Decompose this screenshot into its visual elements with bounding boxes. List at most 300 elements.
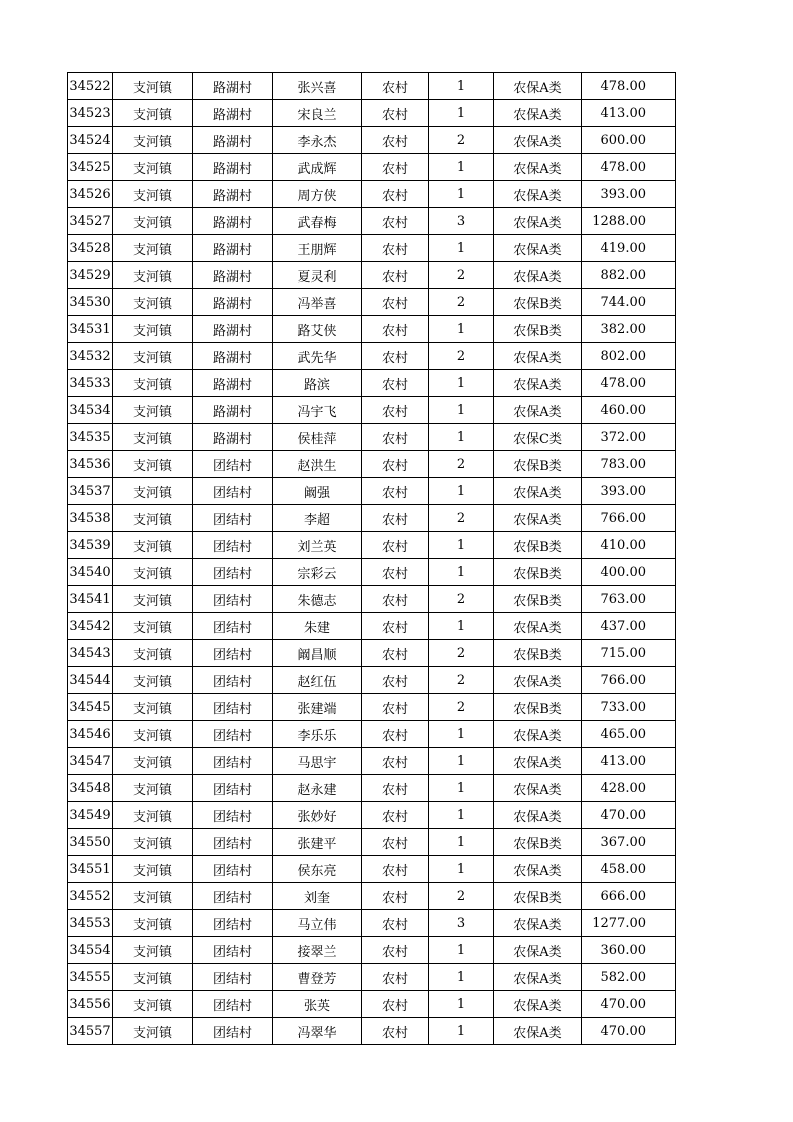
cell-amount: 372.00 <box>582 424 676 451</box>
cell-amount: 733.00 <box>582 694 676 721</box>
cell-insurance-category: 农保A类 <box>494 370 582 397</box>
cell-name: 李永杰 <box>273 127 362 154</box>
cell-name: 张妙好 <box>273 802 362 829</box>
cell-insurance-category: 农保A类 <box>494 910 582 937</box>
cell-town: 支河镇 <box>113 451 193 478</box>
cell-village: 团结村 <box>193 478 273 505</box>
cell-area-type: 农村 <box>362 478 429 505</box>
cell-record-id: 34544 <box>68 667 113 694</box>
cell-name: 周方侠 <box>273 181 362 208</box>
cell-town: 支河镇 <box>113 910 193 937</box>
cell-insurance-category: 农保A类 <box>494 235 582 262</box>
cell-village: 路湖村 <box>193 262 273 289</box>
cell-name: 武成辉 <box>273 154 362 181</box>
cell-insurance-category: 农保A类 <box>494 937 582 964</box>
cell-household-count: 2 <box>429 694 494 721</box>
cell-household-count: 2 <box>429 883 494 910</box>
cell-area-type: 农村 <box>362 1018 429 1045</box>
cell-insurance-category: 农保C类 <box>494 424 582 451</box>
cell-name: 朱德志 <box>273 586 362 613</box>
table-row <box>68 478 676 505</box>
cell-household-count: 1 <box>429 559 494 586</box>
cell-amount: 393.00 <box>582 181 676 208</box>
cell-amount: 478.00 <box>582 370 676 397</box>
table-row <box>68 262 676 289</box>
cell-town: 支河镇 <box>113 208 193 235</box>
cell-insurance-category: 农保A类 <box>494 505 582 532</box>
cell-record-id: 34550 <box>68 829 113 856</box>
cell-amount: 666.00 <box>582 883 676 910</box>
table-row <box>68 397 676 424</box>
cell-household-count: 1 <box>429 100 494 127</box>
cell-amount: 413.00 <box>582 748 676 775</box>
cell-village: 团结村 <box>193 694 273 721</box>
cell-household-count: 1 <box>429 397 494 424</box>
cell-village: 团结村 <box>193 586 273 613</box>
table-row <box>68 910 676 937</box>
cell-insurance-category: 农保A类 <box>494 208 582 235</box>
table-row <box>68 532 676 559</box>
cell-village: 团结村 <box>193 532 273 559</box>
cell-town: 支河镇 <box>113 829 193 856</box>
table-row <box>68 829 676 856</box>
cell-household-count: 2 <box>429 451 494 478</box>
cell-amount: 470.00 <box>582 991 676 1018</box>
table-row <box>68 289 676 316</box>
cell-amount: 783.00 <box>582 451 676 478</box>
cell-record-id: 34546 <box>68 721 113 748</box>
cell-town: 支河镇 <box>113 559 193 586</box>
cell-area-type: 农村 <box>362 127 429 154</box>
cell-record-id: 34555 <box>68 964 113 991</box>
cell-name: 夏灵利 <box>273 262 362 289</box>
cell-household-count: 1 <box>429 370 494 397</box>
table-row <box>68 856 676 883</box>
cell-name: 赵永建 <box>273 775 362 802</box>
cell-household-count: 3 <box>429 910 494 937</box>
cell-amount: 413.00 <box>582 100 676 127</box>
cell-name: 路艾侠 <box>273 316 362 343</box>
cell-household-count: 1 <box>429 937 494 964</box>
cell-area-type: 农村 <box>362 451 429 478</box>
cell-household-count: 1 <box>429 181 494 208</box>
cell-town: 支河镇 <box>113 964 193 991</box>
cell-town: 支河镇 <box>113 613 193 640</box>
cell-village: 路湖村 <box>193 424 273 451</box>
cell-village: 路湖村 <box>193 235 273 262</box>
cell-amount: 766.00 <box>582 505 676 532</box>
cell-amount: 1277.00 <box>582 910 676 937</box>
cell-household-count: 2 <box>429 262 494 289</box>
cell-town: 支河镇 <box>113 1018 193 1045</box>
table-row <box>68 883 676 910</box>
cell-insurance-category: 农保A类 <box>494 397 582 424</box>
cell-household-count: 1 <box>429 802 494 829</box>
cell-amount: 715.00 <box>582 640 676 667</box>
cell-name: 武春梅 <box>273 208 362 235</box>
cell-village: 路湖村 <box>193 100 273 127</box>
table-row <box>68 667 676 694</box>
cell-record-id: 34523 <box>68 100 113 127</box>
cell-village: 团结村 <box>193 829 273 856</box>
cell-name: 宋良兰 <box>273 100 362 127</box>
cell-record-id: 34543 <box>68 640 113 667</box>
table-row <box>68 721 676 748</box>
cell-area-type: 农村 <box>362 721 429 748</box>
cell-name: 宗彩云 <box>273 559 362 586</box>
table-row <box>68 694 676 721</box>
cell-record-id: 34537 <box>68 478 113 505</box>
cell-amount: 393.00 <box>582 478 676 505</box>
cell-area-type: 农村 <box>362 181 429 208</box>
cell-village: 路湖村 <box>193 154 273 181</box>
cell-town: 支河镇 <box>113 343 193 370</box>
cell-name: 刘奎 <box>273 883 362 910</box>
cell-amount: 470.00 <box>582 802 676 829</box>
cell-village: 团结村 <box>193 910 273 937</box>
cell-record-id: 34533 <box>68 370 113 397</box>
cell-insurance-category: 农保A类 <box>494 721 582 748</box>
cell-amount: 763.00 <box>582 586 676 613</box>
cell-record-id: 34535 <box>68 424 113 451</box>
cell-insurance-category: 农保A类 <box>494 775 582 802</box>
cell-name: 侯东亮 <box>273 856 362 883</box>
cell-record-id: 34527 <box>68 208 113 235</box>
cell-insurance-category: 农保A类 <box>494 802 582 829</box>
cell-insurance-category: 农保A类 <box>494 964 582 991</box>
cell-name: 刘兰英 <box>273 532 362 559</box>
cell-record-id: 34530 <box>68 289 113 316</box>
cell-village: 路湖村 <box>193 127 273 154</box>
cell-household-count: 2 <box>429 505 494 532</box>
table-row <box>68 586 676 613</box>
cell-name: 赵红伍 <box>273 667 362 694</box>
cell-town: 支河镇 <box>113 397 193 424</box>
cell-insurance-category: 农保B类 <box>494 586 582 613</box>
cell-record-id: 34554 <box>68 937 113 964</box>
cell-household-count: 2 <box>429 289 494 316</box>
cell-insurance-category: 农保B类 <box>494 289 582 316</box>
cell-area-type: 农村 <box>362 559 429 586</box>
cell-area-type: 农村 <box>362 640 429 667</box>
cell-name: 阚昌顺 <box>273 640 362 667</box>
cell-town: 支河镇 <box>113 181 193 208</box>
cell-area-type: 农村 <box>362 937 429 964</box>
cell-name: 马思宇 <box>273 748 362 775</box>
cell-record-id: 34522 <box>68 73 113 100</box>
cell-household-count: 1 <box>429 856 494 883</box>
cell-name: 曹登芳 <box>273 964 362 991</box>
cell-village: 团结村 <box>193 964 273 991</box>
cell-household-count: 1 <box>429 721 494 748</box>
cell-amount: 478.00 <box>582 154 676 181</box>
cell-household-count: 1 <box>429 235 494 262</box>
cell-amount: 400.00 <box>582 559 676 586</box>
cell-record-id: 34553 <box>68 910 113 937</box>
cell-town: 支河镇 <box>113 505 193 532</box>
cell-amount: 882.00 <box>582 262 676 289</box>
cell-record-id: 34525 <box>68 154 113 181</box>
cell-town: 支河镇 <box>113 262 193 289</box>
cell-town: 支河镇 <box>113 667 193 694</box>
cell-record-id: 34551 <box>68 856 113 883</box>
cell-insurance-category: 农保A类 <box>494 613 582 640</box>
cell-area-type: 农村 <box>362 424 429 451</box>
cell-town: 支河镇 <box>113 883 193 910</box>
cell-insurance-category: 农保A类 <box>494 991 582 1018</box>
cell-amount: 367.00 <box>582 829 676 856</box>
cell-town: 支河镇 <box>113 424 193 451</box>
cell-insurance-category: 农保A类 <box>494 100 582 127</box>
cell-name: 侯桂萍 <box>273 424 362 451</box>
cell-area-type: 农村 <box>362 748 429 775</box>
cell-amount: 1288.00 <box>582 208 676 235</box>
cell-area-type: 农村 <box>362 100 429 127</box>
cell-insurance-category: 农保A类 <box>494 748 582 775</box>
cell-record-id: 34528 <box>68 235 113 262</box>
cell-household-count: 1 <box>429 73 494 100</box>
cell-town: 支河镇 <box>113 937 193 964</box>
cell-insurance-category: 农保B类 <box>494 640 582 667</box>
cell-amount: 802.00 <box>582 343 676 370</box>
cell-village: 团结村 <box>193 856 273 883</box>
cell-name: 接翠兰 <box>273 937 362 964</box>
cell-name: 冯宇飞 <box>273 397 362 424</box>
cell-area-type: 农村 <box>362 316 429 343</box>
cell-town: 支河镇 <box>113 289 193 316</box>
cell-amount: 419.00 <box>582 235 676 262</box>
cell-record-id: 34524 <box>68 127 113 154</box>
cell-village: 团结村 <box>193 505 273 532</box>
cell-amount: 582.00 <box>582 964 676 991</box>
cell-village: 路湖村 <box>193 289 273 316</box>
table-row <box>68 748 676 775</box>
cell-insurance-category: 农保B类 <box>494 316 582 343</box>
cell-amount: 460.00 <box>582 397 676 424</box>
cell-village: 团结村 <box>193 775 273 802</box>
cell-area-type: 农村 <box>362 694 429 721</box>
table-row <box>68 154 676 181</box>
cell-area-type: 农村 <box>362 397 429 424</box>
cell-record-id: 34532 <box>68 343 113 370</box>
cell-insurance-category: 农保B类 <box>494 829 582 856</box>
cell-household-count: 1 <box>429 316 494 343</box>
cell-household-count: 2 <box>429 127 494 154</box>
cell-area-type: 农村 <box>362 991 429 1018</box>
cell-village: 路湖村 <box>193 208 273 235</box>
cell-record-id: 34539 <box>68 532 113 559</box>
table-row <box>68 613 676 640</box>
cell-village: 路湖村 <box>193 370 273 397</box>
cell-village: 路湖村 <box>193 73 273 100</box>
table-row <box>68 343 676 370</box>
cell-area-type: 农村 <box>362 505 429 532</box>
cell-record-id: 34552 <box>68 883 113 910</box>
cell-town: 支河镇 <box>113 532 193 559</box>
cell-town: 支河镇 <box>113 694 193 721</box>
cell-amount: 382.00 <box>582 316 676 343</box>
cell-name: 张建端 <box>273 694 362 721</box>
cell-name: 朱建 <box>273 613 362 640</box>
cell-record-id: 34557 <box>68 1018 113 1045</box>
cell-household-count: 1 <box>429 748 494 775</box>
cell-village: 团结村 <box>193 667 273 694</box>
cell-amount: 428.00 <box>582 775 676 802</box>
cell-insurance-category: 农保A类 <box>494 478 582 505</box>
table-row <box>68 181 676 208</box>
cell-town: 支河镇 <box>113 316 193 343</box>
cell-record-id: 34556 <box>68 991 113 1018</box>
cell-insurance-category: 农保A类 <box>494 343 582 370</box>
cell-area-type: 农村 <box>362 289 429 316</box>
cell-village: 团结村 <box>193 883 273 910</box>
cell-area-type: 农村 <box>362 532 429 559</box>
cell-record-id: 34534 <box>68 397 113 424</box>
cell-village: 团结村 <box>193 937 273 964</box>
cell-name: 李乐乐 <box>273 721 362 748</box>
table-row <box>68 937 676 964</box>
cell-area-type: 农村 <box>362 208 429 235</box>
cell-household-count: 1 <box>429 532 494 559</box>
cell-village: 团结村 <box>193 613 273 640</box>
cell-area-type: 农村 <box>362 910 429 937</box>
cell-amount: 360.00 <box>582 937 676 964</box>
cell-village: 路湖村 <box>193 181 273 208</box>
cell-insurance-category: 农保B类 <box>494 883 582 910</box>
cell-household-count: 1 <box>429 478 494 505</box>
cell-town: 支河镇 <box>113 235 193 262</box>
cell-record-id: 34547 <box>68 748 113 775</box>
cell-village: 团结村 <box>193 802 273 829</box>
cell-insurance-category: 农保B类 <box>494 532 582 559</box>
cell-town: 支河镇 <box>113 478 193 505</box>
cell-insurance-category: 农保A类 <box>494 1018 582 1045</box>
cell-area-type: 农村 <box>362 964 429 991</box>
cell-village: 团结村 <box>193 451 273 478</box>
cell-insurance-category: 农保A类 <box>494 73 582 100</box>
cell-area-type: 农村 <box>362 343 429 370</box>
cell-insurance-category: 农保B类 <box>494 559 582 586</box>
cell-name: 阚强 <box>273 478 362 505</box>
cell-insurance-category: 农保A类 <box>494 127 582 154</box>
cell-name: 冯举喜 <box>273 289 362 316</box>
cell-record-id: 34542 <box>68 613 113 640</box>
cell-household-count: 2 <box>429 640 494 667</box>
cell-town: 支河镇 <box>113 856 193 883</box>
table-row <box>68 208 676 235</box>
cell-record-id: 34548 <box>68 775 113 802</box>
cell-area-type: 农村 <box>362 235 429 262</box>
cell-village: 团结村 <box>193 748 273 775</box>
cell-village: 团结村 <box>193 640 273 667</box>
cell-record-id: 34529 <box>68 262 113 289</box>
cell-town: 支河镇 <box>113 127 193 154</box>
cell-area-type: 农村 <box>362 73 429 100</box>
table-row <box>68 424 676 451</box>
cell-village: 团结村 <box>193 559 273 586</box>
table-row <box>68 235 676 262</box>
cell-name: 路滨 <box>273 370 362 397</box>
cell-household-count: 3 <box>429 208 494 235</box>
cell-village: 路湖村 <box>193 343 273 370</box>
cell-household-count: 2 <box>429 343 494 370</box>
cell-area-type: 农村 <box>362 802 429 829</box>
cell-town: 支河镇 <box>113 100 193 127</box>
table-row <box>68 559 676 586</box>
table-row <box>68 73 676 100</box>
cell-insurance-category: 农保A类 <box>494 154 582 181</box>
cell-record-id: 34526 <box>68 181 113 208</box>
cell-household-count: 1 <box>429 154 494 181</box>
cell-record-id: 34531 <box>68 316 113 343</box>
cell-name: 武先华 <box>273 343 362 370</box>
cell-town: 支河镇 <box>113 802 193 829</box>
cell-town: 支河镇 <box>113 370 193 397</box>
cell-area-type: 农村 <box>362 856 429 883</box>
cell-record-id: 34536 <box>68 451 113 478</box>
table-row <box>68 316 676 343</box>
cell-household-count: 2 <box>429 667 494 694</box>
cell-town: 支河镇 <box>113 73 193 100</box>
table-row <box>68 775 676 802</box>
cell-town: 支河镇 <box>113 991 193 1018</box>
cell-name: 王朋辉 <box>273 235 362 262</box>
cell-area-type: 农村 <box>362 775 429 802</box>
cell-insurance-category: 农保A类 <box>494 262 582 289</box>
cell-household-count: 1 <box>429 991 494 1018</box>
cell-record-id: 34545 <box>68 694 113 721</box>
cell-household-count: 2 <box>429 586 494 613</box>
cell-area-type: 农村 <box>362 370 429 397</box>
table-row <box>68 127 676 154</box>
cell-record-id: 34540 <box>68 559 113 586</box>
cell-insurance-category: 农保A类 <box>494 181 582 208</box>
cell-household-count: 1 <box>429 775 494 802</box>
cell-amount: 600.00 <box>582 127 676 154</box>
cell-insurance-category: 农保B类 <box>494 694 582 721</box>
table-row <box>68 100 676 127</box>
cell-name: 冯翠华 <box>273 1018 362 1045</box>
table-row <box>68 1018 676 1045</box>
cell-insurance-category: 农保A类 <box>494 667 582 694</box>
cell-amount: 470.00 <box>582 1018 676 1045</box>
cell-area-type: 农村 <box>362 829 429 856</box>
cell-village: 团结村 <box>193 1018 273 1045</box>
cell-name: 张英 <box>273 991 362 1018</box>
cell-amount: 458.00 <box>582 856 676 883</box>
cell-household-count: 1 <box>429 424 494 451</box>
cell-record-id: 34549 <box>68 802 113 829</box>
cell-area-type: 农村 <box>362 667 429 694</box>
cell-village: 路湖村 <box>193 397 273 424</box>
cell-town: 支河镇 <box>113 154 193 181</box>
table-row <box>68 991 676 1018</box>
cell-amount: 766.00 <box>582 667 676 694</box>
cell-name: 马立伟 <box>273 910 362 937</box>
cell-household-count: 1 <box>429 964 494 991</box>
cell-town: 支河镇 <box>113 775 193 802</box>
cell-village: 团结村 <box>193 721 273 748</box>
cell-area-type: 农村 <box>362 262 429 289</box>
cell-name: 李超 <box>273 505 362 532</box>
cell-amount: 437.00 <box>582 613 676 640</box>
cell-town: 支河镇 <box>113 640 193 667</box>
cell-record-id: 34541 <box>68 586 113 613</box>
table-row <box>68 505 676 532</box>
cell-area-type: 农村 <box>362 613 429 640</box>
cell-name: 赵洪生 <box>273 451 362 478</box>
cell-name: 张建平 <box>273 829 362 856</box>
